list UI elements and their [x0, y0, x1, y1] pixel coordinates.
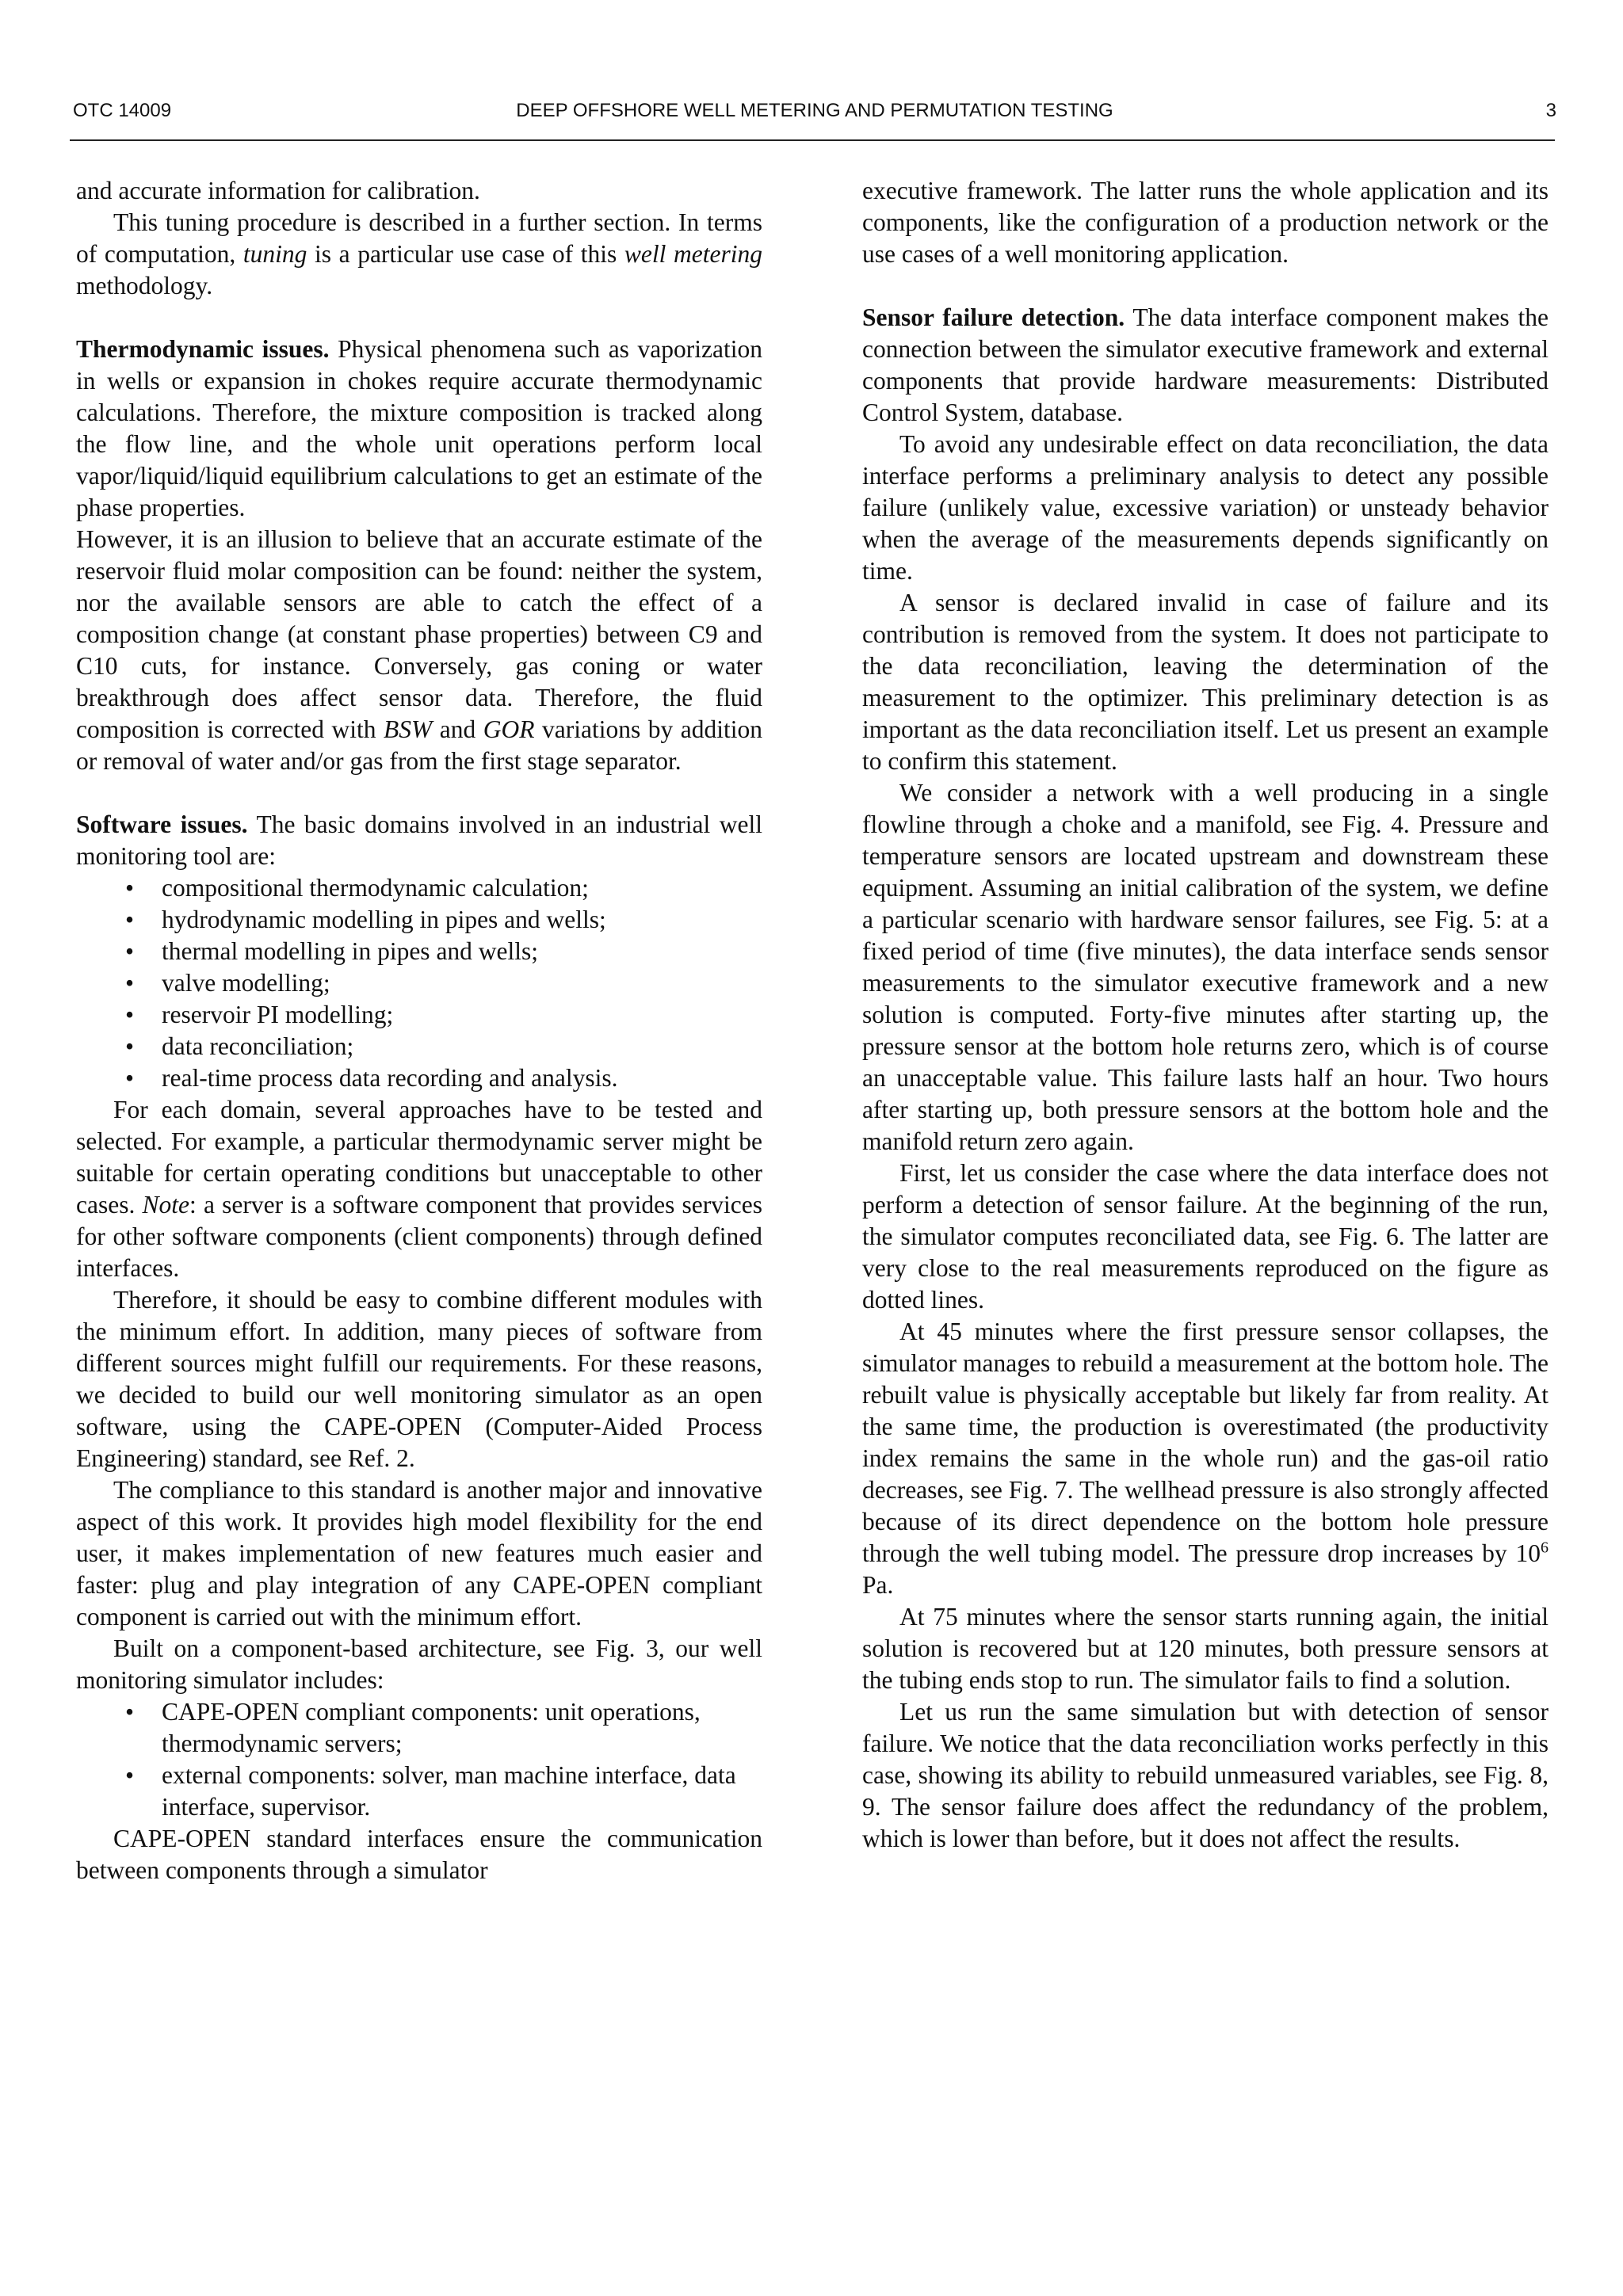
bullet-icon: • — [125, 874, 135, 902]
paragraph — [862, 302, 1549, 429]
emphasis: tuning — [242, 240, 307, 268]
text: variations by addition or removal of water and/or gas from the first stage separator. — [76, 715, 763, 775]
text: The basic domains involved in an industrial well monitoring tool are: — [76, 810, 762, 870]
paragraph — [862, 429, 1549, 587]
emphasis: BSW — [383, 715, 433, 743]
list-item — [76, 936, 762, 967]
section-heading: Software issues. — [76, 810, 248, 838]
list-item — [76, 904, 762, 936]
list-item — [76, 1696, 762, 1760]
paragraph — [862, 777, 1549, 1158]
text: The compliance to this standard is another major and innovative aspect of this work. It provides high model flexibility for the end user, it makes implementation of new features much easier and faster: plug and play integration of any CAPE-OPEN compliant component is carried out with the minimum effort. — [76, 1476, 762, 1630]
list-item-text: compositional thermodynamic calculation; — [162, 874, 589, 902]
paragraph — [862, 1601, 1549, 1696]
emphasis: GOR — [483, 715, 535, 743]
list-item-text: CAPE-OPEN compliant components: unit operations, thermodynamic servers; — [162, 1698, 701, 1757]
paragraph — [76, 334, 762, 524]
section-heading: Sensor failure detection. — [862, 303, 1125, 331]
paragraph — [76, 1474, 762, 1633]
list-item — [76, 967, 762, 999]
component-list — [76, 1696, 762, 1823]
text: At 75 minutes where the sensor starts running again, the initial solution is recovered but at 120 minutes, both pressure sensors at the tubing ends stop to run. The simulator fails to find a solution. — [862, 1603, 1549, 1694]
bullet-icon: • — [125, 1698, 135, 1726]
text: For each domain, several approaches have to be tested and selected. For example, a particular thermodynamic server might be suitable for certain operating conditions but unacceptable to other cases. — [76, 1096, 762, 1219]
list-item — [76, 999, 762, 1031]
text: Let us run the same simulation but with detection of sensor failure. We notice that the data reconciliation works perfectly in this case, showing its ability to rebuild unmeasured variables, see Fig. 8, 9. The sensor failure does affect the redundancy of the problem, which is lower than before, but it does not affect the results. — [862, 1698, 1549, 1852]
text: Physical phenomena such as vaporization in wells or expansion in chokes require accurate thermodynamic calculations. Therefore, the mixture composition is tracked along the flow line, and the whole unit operations perform local vapor/liquid/liquid equilibrium calculations to get an estimate of the phase properties. — [76, 335, 762, 521]
bullet-icon: • — [125, 1032, 135, 1060]
text: This tuning procedure is described in a further section. In terms of computation, — [76, 208, 762, 268]
emphasis: well metering — [624, 240, 762, 268]
header-rule — [70, 139, 1555, 141]
text: Built on a component-based architecture, see Fig. 3, our well monitoring simulator includes: — [76, 1634, 762, 1694]
paragraph — [76, 809, 762, 872]
paragraph — [862, 175, 1549, 270]
list-item-text: reservoir PI modelling; — [162, 1001, 394, 1028]
paragraph — [862, 1696, 1549, 1855]
bullet-icon: • — [125, 1001, 135, 1028]
bullet-icon: • — [125, 969, 135, 997]
text: Therefore, it should be easy to combine different modules with the minimum effort. In addition, many pieces of software from different sources might fulfill our requirements. For these reasons, we decided to build our well monitoring simulator as an open software, using the CAPE-OPEN (Computer-Aided Process Engineering) standard, see Ref. 2. — [76, 1286, 762, 1472]
paragraph — [76, 1284, 762, 1474]
right-column — [862, 175, 1549, 1855]
text: is a particular use case of this — [307, 240, 624, 268]
paragraph — [76, 1094, 762, 1284]
paper-id: OTC 14009 — [73, 100, 172, 121]
list-item-text: thermal modelling in pipes and wells; — [162, 937, 539, 965]
text: To avoid any undesirable effect on data reconciliation, the data interface performs a preliminary analysis to detect any possible failure (unlikely value, excessive variation) or unsteady behavior when the average of the measurements depends significantly on time. — [862, 430, 1549, 585]
list-item-text: external components: solver, man machine interface, data interface, supervisor. — [162, 1761, 736, 1821]
paragraph — [76, 175, 762, 207]
text: At 45 minutes where the first pressure sensor collapses, the simulator manages to rebuild a measurement at the bottom hole. The rebuilt value is physically acceptable but likely far from reality. At the same time, the production is overestimated (the productivity index remains the same in the whole run) and the gas-oil ratio decreases, see Fig. 7. The wellhead pressure is also strongly affected because of its direct dependence on the bottom hole pressure through the well tubing model. The pressure drop increases by 10 — [862, 1318, 1549, 1567]
paragraph — [862, 587, 1549, 777]
left-column — [76, 175, 762, 1886]
paragraph — [862, 1316, 1549, 1601]
text: methodology. — [76, 272, 213, 299]
list-item — [76, 872, 762, 904]
paragraph — [76, 207, 762, 302]
list-item-text: data reconciliation; — [162, 1032, 354, 1060]
bullet-icon: • — [125, 906, 135, 933]
text: First, let us consider the case where the data interface does not perform a detection of sensor failure. At the beginning of the run, the simulator computes reconciliated data, see Fig. 6. The latter are very close to the real measurements reproduced on the figure as dotted lines. — [862, 1159, 1549, 1314]
text: The data interface component makes the connection between the simulator executive framework and external components that provide hardware measurements: Distributed Control System, database. — [862, 303, 1549, 426]
text: Pa. — [862, 1571, 894, 1599]
list-item — [76, 1760, 762, 1823]
bullet-icon: • — [125, 1064, 135, 1092]
list-item-text: valve modelling; — [162, 969, 330, 997]
running-title: DEEP OFFSHORE WELL METERING AND PERMUTATION TESTING — [516, 100, 1113, 121]
page-number: 3 — [1545, 100, 1556, 121]
list-item — [76, 1031, 762, 1062]
list-item — [76, 1062, 762, 1094]
text: and accurate information for calibration. — [76, 177, 480, 204]
list-item-text: real-time process data recording and analysis. — [162, 1064, 618, 1092]
paragraph — [76, 1633, 762, 1696]
text: : a server is a software component that provides services for other software components (client components) through defined interfaces. — [76, 1191, 762, 1282]
text: CAPE-OPEN standard interfaces ensure the communication between components through a simulator — [76, 1825, 762, 1884]
bullet-icon: • — [125, 1761, 135, 1789]
list-item-text: hydrodynamic modelling in pipes and wells; — [162, 906, 606, 933]
text: We consider a network with a well producing in a single flowline through a choke and a manifold, see Fig. 4. Pressure and temperature sensors are located upstream and downstream these equipment. Assuming an initial calibration of the system, we define a particular scenario with hardware sensor failures, see Fig. 5: at a fixed period of time (five minutes), the data interface sends sensor measurements to the simulator executive framework and a new solution is computed. Forty-five minutes after starting up, the pressure sensor at the bottom hole returns zero, which is of course an unacceptable value. This failure lasts half an hour. Two hours after starting up, both pressure sensors at the bottom hole and the manifold return zero again. — [862, 779, 1549, 1155]
text: A sensor is declared invalid in case of failure and its contribution is removed from the system. It does not participate to the data reconciliation, leaving the determination of the measurement to the optimizer. This preliminary detection is as important as the data reconciliation itself. Let us present an example to confirm this statement. — [862, 589, 1549, 775]
section-heading: Thermodynamic issues. — [76, 335, 330, 363]
text: However, it is an illusion to believe that an accurate estimate of the reservoir fluid molar composition can be found: neither the system, nor the available sensors are able to catch the effect of a composition change (at constant phase properties) between C9 and C10 cuts, for instance. Conversely, gas coning or water breakthrough does affect sensor data. Therefore, the fluid composition is corrected with — [76, 525, 762, 743]
text: and — [432, 715, 483, 743]
bullet-icon: • — [125, 937, 135, 965]
paragraph — [76, 524, 762, 777]
domain-list — [76, 872, 762, 1094]
emphasis: Note — [142, 1191, 190, 1219]
paragraph — [862, 1158, 1549, 1316]
text: executive framework. The latter runs the whole application and its components, like the configuration of a production network or the use cases of a well monitoring application. — [862, 177, 1549, 268]
paragraph — [76, 1823, 762, 1886]
page-header — [73, 95, 1556, 143]
superscript: 6 — [1541, 1539, 1549, 1557]
